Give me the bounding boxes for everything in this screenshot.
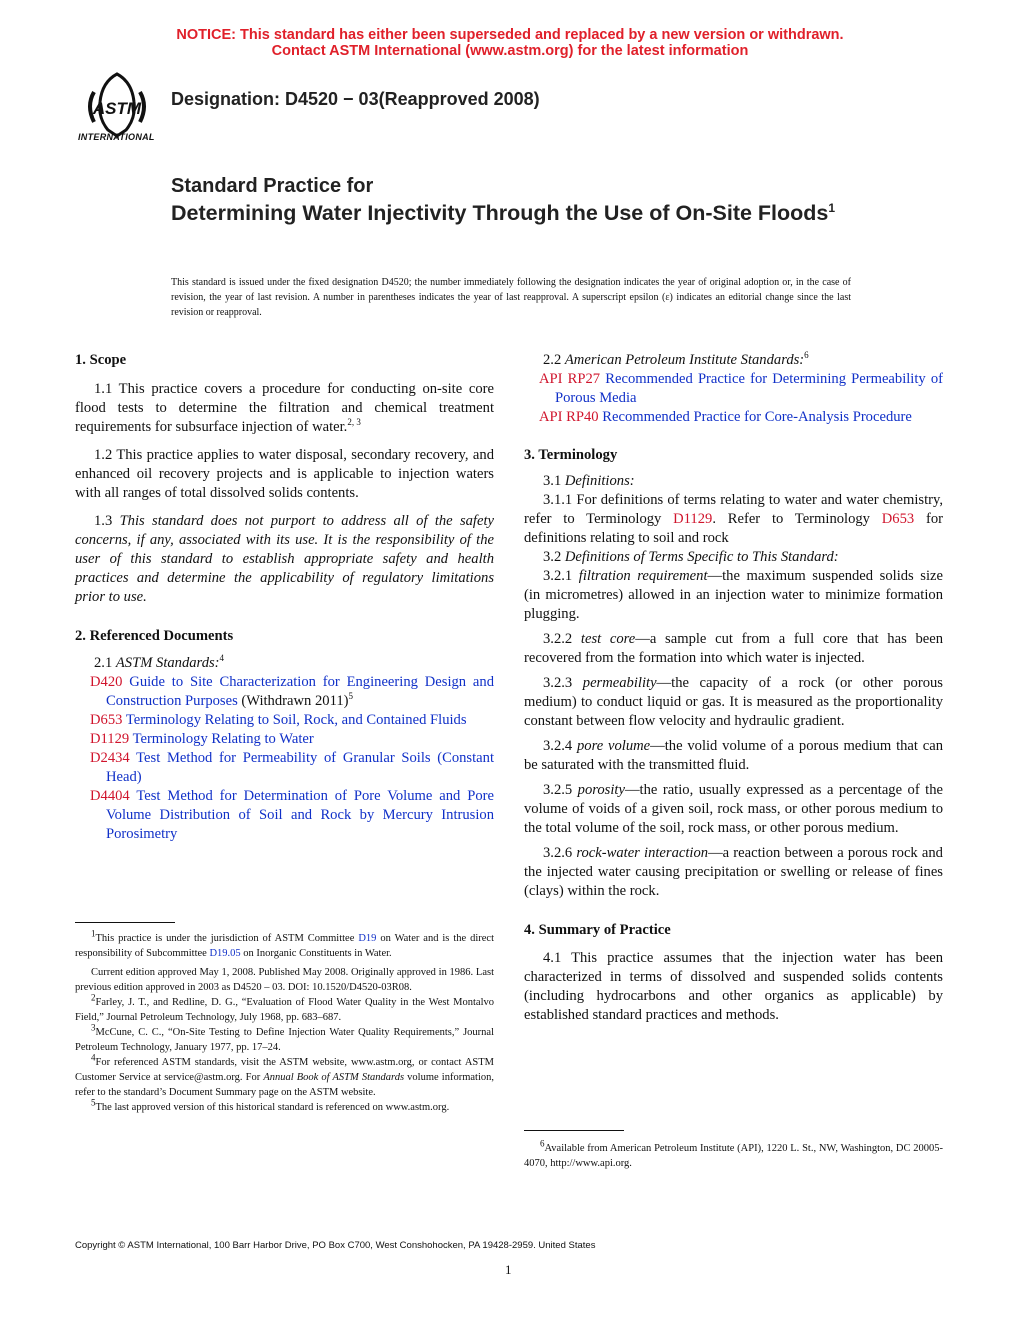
term-3-1-1-c: for definitions relating to soil and rock	[524, 511, 943, 546]
footnote-1-a: This practice is under the jurisdiction of ASTM Committee	[95, 933, 359, 944]
footnote-5-sup: 5	[91, 1097, 96, 1108]
term-num: 3.2.4	[543, 738, 577, 754]
ref-code-link[interactable]: D653	[90, 712, 123, 728]
definitions-label	[524, 472, 943, 491]
logo-subtext: INTERNATIONAL	[78, 132, 155, 142]
api-label-sup: 6	[804, 350, 809, 361]
term-name: test core	[580, 631, 636, 647]
footnote-6-text: Available from American Petroleum Institute (API), 1220 L. St., NW, Washington, DC 20005-4070, http://www.api.org.	[524, 1143, 943, 1169]
logo-text: ASTM	[92, 99, 142, 118]
footnote-2-sup: 2	[91, 992, 96, 1003]
term-def: —the volid volume of a porous medium that can be saturated with the transmitted fluid.	[524, 738, 943, 773]
left-column	[75, 351, 494, 844]
footnote-6	[524, 1138, 943, 1171]
footnote-6-sup: 6	[540, 1138, 545, 1149]
term-def: —a sample cut from a full core that has been recovered from the formation into which water is injected.	[524, 631, 943, 666]
term-num: 3.2.2	[543, 631, 581, 647]
scope-1-3	[75, 512, 494, 607]
api-ref-item[interactable]	[524, 370, 943, 408]
footnote-3-sup: 3	[91, 1022, 96, 1033]
term-3-1-1-b: . Refer to Terminology	[712, 511, 882, 527]
term-definition	[524, 674, 943, 731]
term-name: rock-water interaction	[576, 845, 709, 861]
footnotes-right	[524, 1138, 943, 1171]
ref-sup: 5	[348, 691, 353, 702]
term-num: 3.2.5	[543, 782, 578, 798]
footnote-5-text: The last approved version of this historical standard is referenced on www.astm.org.	[95, 1102, 450, 1113]
designation: Designation: D4520 − 03(Reapproved 2008)	[171, 89, 540, 109]
subcommittee-link[interactable]: D19.05	[209, 948, 241, 959]
refdocs-heading: 2. Referenced Documents	[75, 628, 234, 644]
term-definition	[524, 844, 943, 901]
ref-title-link[interactable]: Test Method for Determination of Pore Volume and Pore Volume Distribution of Soil and Rock by Mercury Intrusion Porosimetry	[106, 788, 494, 842]
term-3-1-1-a: 3.1.1 For definitions of terms relating to water and water chemistry, refer to Terminology	[524, 492, 943, 527]
right-column	[524, 351, 943, 1025]
term-definition	[524, 567, 943, 624]
term-def: —the capacity of a rock (or other porous medium) to conduct liquid or gas. It is measured as the proportionality constant between flow velocity and hydraulic gradient.	[524, 675, 943, 729]
title-footnote-ref[interactable]: 1	[828, 200, 836, 215]
title-main: Determining Water Injectivity Through the Use of On-Site Floods	[171, 201, 829, 225]
api-standards-label	[524, 351, 943, 370]
term-name: permeability	[582, 675, 657, 691]
term-def: —the maximum suspended solids size (in micrometres) allowed in an injection water to minimize formation plugging.	[524, 568, 943, 622]
astm-label-text: ASTM Standards:	[115, 655, 220, 671]
astm-standards-label	[75, 654, 494, 673]
term-name: filtration requirement	[578, 568, 708, 584]
api-label-num: 2.2	[543, 352, 565, 368]
scope-heading: 1. Scope	[75, 352, 127, 368]
notice-banner	[0, 27, 1020, 59]
footnote-1-c: on Inorganic Constituents in Water.	[240, 948, 392, 959]
term-num: 3.2.1	[543, 568, 579, 584]
astm-label-num: 2.1	[94, 655, 116, 671]
footnote-4-a: For referenced ASTM standards, visit the ASTM website, www.astm.org, or contact ASTM Customer Service at service@astm.org. For	[75, 1057, 494, 1083]
scope-1-3-text: This standard does not purport to address all of the safety concerns, if any, associated with its use. It is the responsibility of the user of this standard to establish appropriate safety and health practices and determine the applicability of regulatory limitations prior to use.	[75, 513, 494, 605]
ref-item[interactable]	[75, 749, 494, 787]
notice-line-1: NOTICE: This standard has either been superseded and replaced by a new version or withdrawn.	[176, 27, 844, 43]
footnote-divider-left	[75, 922, 175, 923]
api-title-link[interactable]: Recommended Practice for Determining Permeability of Porous Media	[555, 371, 944, 406]
footnote-3-text: McCune, C. C., “On-Site Testing to Define Injection Water Quality Requirements,” Journal Petroleum Technology, January 1977, pp. 17–24.	[75, 1027, 494, 1053]
ref-code-link[interactable]: D2434	[90, 750, 130, 766]
term-definition	[524, 737, 943, 775]
ref-item[interactable]	[75, 787, 494, 844]
ref-title-link[interactable]: Test Method for Permeability of Granular Soils (Constant Head)	[106, 750, 494, 785]
ref-code-link[interactable]: D1129	[90, 731, 130, 747]
specific-text: Definitions of Terms Specific to This Standard:	[564, 549, 839, 565]
summary-heading: 4. Summary of Practice	[524, 922, 671, 938]
d653-link[interactable]: D653	[881, 511, 915, 527]
scope-1-1-text: 1.1 This practice covers a procedure for conducting on-site core flood tests to determine the filtration and chemical treatment requirements for subsurface injection of water.	[75, 381, 494, 435]
ref-item[interactable]	[75, 730, 494, 749]
copyright: Copyright © ASTM International, 100 Barr Harbor Drive, PO Box C700, West Conshohocken, PA 19428-2959. United States	[75, 1240, 596, 1251]
definitions-num: 3.1	[543, 473, 565, 489]
scope-1-1-sup: 2, 3	[347, 417, 361, 428]
term-name: pore volume	[576, 738, 651, 754]
scope-1-1	[75, 380, 494, 437]
footnote-2-text: Farley, J. T., and Redline, D. G., “Evaluation of Flood Water Quality in the West Montalvo Field,” Journal Petroleum Technology, July 1968, pp. 683–687.	[75, 997, 494, 1023]
api-code-link[interactable]: API RP40	[539, 409, 599, 425]
terminology-heading: 3. Terminology	[524, 447, 618, 463]
term-def: —the ratio, usually expressed as a percentage of the volume of voids of a given soil, rock mass, or other porous medium to the total volume of the soil, rock mass, or other porous medium.	[524, 782, 943, 836]
committee-link[interactable]: D19	[358, 933, 377, 944]
specific-definitions-label	[524, 548, 943, 567]
footnote-4-sup: 4	[91, 1052, 96, 1063]
notice-line-2: Contact ASTM International (www.astm.org) for the latest information	[271, 43, 749, 59]
ref-code-link[interactable]: D4404	[90, 788, 130, 804]
api-title-link[interactable]: Recommended Practice for Core-Analysis Procedure	[602, 409, 912, 425]
term-num: 3.2.6	[543, 845, 577, 861]
footnote-3	[75, 1022, 494, 1055]
term-name: porosity	[577, 782, 625, 798]
footnote-4-em: Annual Book of ASTM Standards	[263, 1072, 405, 1083]
term-definition	[524, 781, 943, 838]
ref-code-link[interactable]: D420	[90, 674, 123, 690]
term-3-1-1	[524, 491, 943, 548]
scope-1-3-num: 1.3	[94, 513, 120, 529]
footnote-4-b: volume information, refer to the standard’s Document Summary page on the ASTM website.	[75, 1072, 494, 1098]
definitions-text: Definitions:	[564, 473, 635, 489]
footnotes-left	[75, 928, 494, 1115]
specific-num: 3.2	[543, 549, 565, 565]
footnote-4	[75, 1052, 494, 1100]
astm-label-sup: 4	[219, 653, 225, 664]
footnote-1-edition: Current edition approved May 1, 2008. Published May 2008. Originally approved in 1986. Last previous edition approved in 2003 as D4520 – 03. DOI: 10.1520/D4520-03R08.	[75, 967, 494, 993]
scope-1-2: 1.2 This practice applies to water disposal, secondary recovery, and enhanced oil recovery projects and is applicable to injection waters with all ranges of total dissolved solids contents.	[75, 447, 494, 501]
title-line-1: Standard Practice for	[171, 175, 374, 197]
ref-item[interactable]	[75, 711, 494, 730]
summary-4-1: 4.1 This practice assumes that the injection water has been characterized in terms of dissolved and suspended solids contents (including hydrocarbons and other organics as applicable) by established standard practices and methods.	[524, 950, 943, 1023]
title-line-2	[171, 200, 871, 227]
term-definition	[524, 630, 943, 668]
footnote-1-sup: 1	[91, 928, 96, 939]
footnote-1	[75, 928, 494, 961]
footnote-5	[75, 1097, 494, 1115]
footnote-divider-right	[524, 1130, 624, 1131]
api-label-text: American Petroleum Institute Standards:	[564, 352, 805, 368]
d1129-link[interactable]: D1129	[673, 511, 713, 527]
api-ref-item[interactable]	[524, 408, 943, 427]
footnote-2	[75, 992, 494, 1025]
ref-title-link[interactable]: Guide to Site Characterization for Engineering Design and Construction Purposes	[106, 674, 494, 709]
term-num: 3.2.3	[543, 675, 583, 691]
intro-paragraph: This standard is issued under the fixed designation D4520; the number immediately following the designation indicates the year of original adoption or, in the case of revision, the year of last revision. A number in parentheses indicates the year of last reapproval. A superscript epsilon (ε) indicates an editorial change since the last revision or reapproval.	[171, 277, 851, 318]
ref-title-link[interactable]: Terminology Relating to Water	[132, 731, 314, 747]
footnote-1-b: on Water and is the direct responsibility of Subcommittee	[75, 933, 494, 959]
ref-item[interactable]	[75, 673, 494, 711]
term-def: —a reaction between a porous rock and the injected water causing precipitation or swelling or release of fines (clays) within the rock.	[524, 845, 943, 899]
page-number: 1	[505, 1262, 512, 1277]
ref-title-link[interactable]: Terminology Relating to Soil, Rock, and Contained Fluids	[125, 712, 467, 728]
ref-note: (Withdrawn 2011)	[237, 693, 349, 709]
astm-logo	[72, 72, 162, 144]
api-code-link[interactable]: API RP27	[539, 371, 601, 387]
